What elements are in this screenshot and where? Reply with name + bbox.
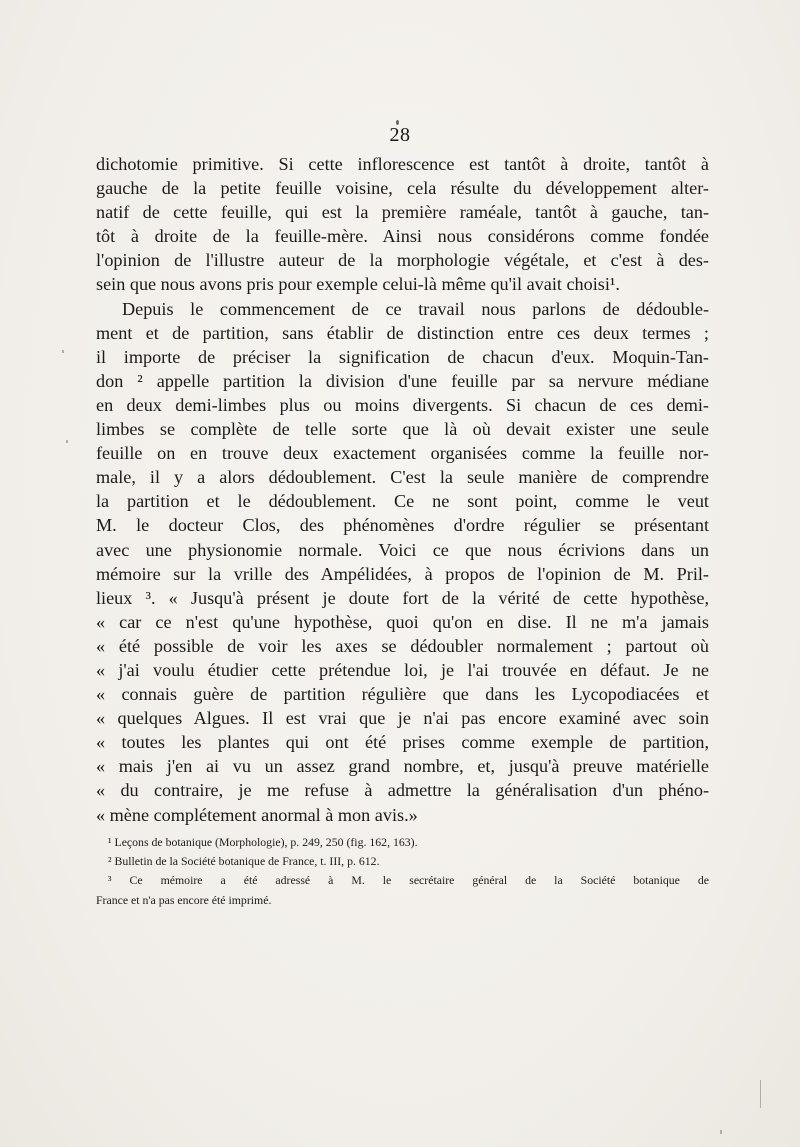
body-line: feuille on en trouve deux exactement organisées comme la feuille nor-	[96, 443, 709, 464]
body-line: tôt à droite de la feuille-mère. Ainsi nous considérons comme fondée	[96, 226, 709, 247]
margin-mark	[720, 1130, 722, 1134]
body-line: dichotomie primitive. Si cette inflorescence est tantôt à droite, tantôt à	[96, 154, 709, 174]
body-line: « j'ai voulu étudier cette prétendue loi, je l'ai trouvée en défaut. Je ne	[96, 659, 709, 680]
body-text	[96, 152, 709, 827]
margin-mark	[62, 350, 64, 353]
body-line: « connais guère de partition régulière que dans les Lycopodiacées et	[96, 684, 709, 705]
margin-mark	[760, 1080, 761, 1108]
body-line: don ² appelle partition la division d'une feuille par sa nervure médiane	[96, 370, 709, 391]
body-line: gauche de la petite feuille voisine, cela résulte du développement alter-	[96, 178, 709, 199]
body-line: en deux demi-limbes plus ou moins divergents. Si chacun de ces demi-	[96, 394, 709, 415]
body-line: la partition et le dédoublement. Ce ne sont point, comme le veut	[96, 491, 709, 512]
body-line: « été possible de voir les axes se dédoubler normalement ; partout où	[96, 635, 709, 656]
body-line: « du contraire, je me refuse à admettre la généralisation d'un phéno-	[96, 780, 709, 801]
body-line: mémoire sur la vrille des Ampélidées, à propos de l'opinion de M. Pril-	[96, 563, 709, 584]
body-line: ment et de partition, sans établir de distinction entre ces deux termes ;	[96, 322, 709, 343]
footnotes	[96, 833, 709, 910]
body-line: lieux ³. « Jusqu'à présent je doute fort de la vérité de cette hypothèse,	[96, 587, 709, 608]
body-line: « mais j'en ai vu un assez grand nombre, et, jusqu'à preuve matérielle	[96, 756, 709, 777]
body-line: il importe de préciser la signification de chacun d'eux. Moquin-Tan-	[96, 346, 709, 367]
body-line: « quelques Algues. Il est vrai que je n'ai pas encore examiné avec soin	[96, 708, 709, 729]
body-line: l'opinion de l'illustre auteur de la morphologie végétale, et c'est à des-	[96, 250, 709, 271]
body-line: avec une physionomie normale. Voici ce que nous écrivions dans un	[96, 539, 709, 560]
body-line: « mène complétement anormal à mon avis.»	[96, 804, 418, 825]
footnote: ¹ Leçons de botanique (Morphologie), p. 249, 250 (fig. 162, 163).	[108, 835, 418, 849]
body-line: « car ce n'est qu'une hypothèse, quoi qu'on en dise. Il ne m'a jamais	[96, 611, 709, 632]
footnote: ² Bulletin de la Société botanique de France, t. III, p. 612.	[108, 854, 380, 869]
body-line: « toutes les plantes qui ont été prises comme exemple de partition,	[96, 732, 709, 753]
body-line: male, il y a alors dédoublement. C'est la seule manière de comprendre	[96, 467, 709, 488]
footnote-continuation: France et n'a pas encore été imprimé.	[96, 892, 272, 907]
footnote: ³ Ce mémoire a été adressé à M. le secrétaire général de la Société botanique de	[108, 873, 709, 888]
page-number: 28	[389, 124, 411, 146]
body-line: M. le docteur Clos, des phénomènes d'ordre régulier se présentant	[96, 515, 709, 536]
body-line: Depuis le commencement de ce travail nous parlons de dédouble-	[122, 298, 709, 319]
body-line: sein que nous avons pris pour exemple celui-là même qu'il avait choisi¹.	[96, 274, 620, 295]
body-line: limbes se complète de telle sorte que là où devait exister une seule	[96, 419, 709, 440]
margin-mark	[66, 440, 68, 443]
body-line: natif de cette feuille, qui est la première raméale, tantôt à gauche, tan-	[96, 202, 709, 223]
